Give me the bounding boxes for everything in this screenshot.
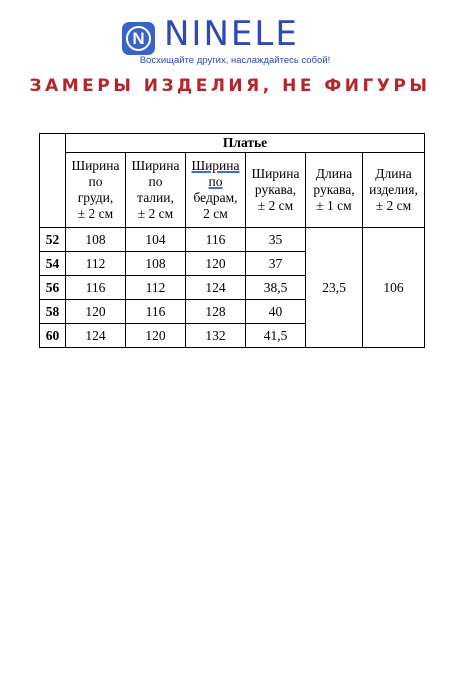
chest-cell: 124 [66, 324, 126, 348]
sleeve-width-cell: 35 [246, 228, 306, 252]
header-sleeve-width: Ширина рукава, ± 2 см [246, 153, 306, 228]
size-cell: 60 [40, 324, 66, 348]
header-waist: Ширина по талии, ± 2 см [126, 153, 186, 228]
hips-cell: 116 [186, 228, 246, 252]
brand-slogan: Восхищайте других, наслаждайтесь собой! [139, 55, 331, 66]
corner-cell [40, 134, 66, 228]
sleeve-width-cell: 38,5 [246, 276, 306, 300]
size-cell: 54 [40, 252, 66, 276]
chest-cell: 108 [66, 228, 126, 252]
brand-logo [120, 14, 350, 68]
size-cell: 58 [40, 300, 66, 324]
waist-cell: 112 [126, 276, 186, 300]
hips-cell: 124 [186, 276, 246, 300]
hips-cell: 132 [186, 324, 246, 348]
chest-cell: 120 [66, 300, 126, 324]
header-hips: Ширина по бедрам, 2 см [186, 153, 246, 228]
waist-cell: 120 [126, 324, 186, 348]
page-headline: ЗАМЕРЫ ИЗДЕЛИЯ, НЕ ФИГУРЫ [29, 76, 431, 96]
garment-length-cell: 106 [363, 228, 425, 348]
hips-cell: 128 [186, 300, 246, 324]
chest-cell: 116 [66, 276, 126, 300]
sleeve-length-cell: 23,5 [306, 228, 363, 348]
logo-n-icon [122, 22, 155, 55]
header-garment-length: Длина изделия, ± 2 см [363, 153, 425, 228]
sleeve-width-cell: 41,5 [246, 324, 306, 348]
header-chest: Ширина по груди, ± 2 см [66, 153, 126, 228]
size-table [39, 133, 425, 348]
waist-cell: 104 [126, 228, 186, 252]
sleeve-width-cell: 37 [246, 252, 306, 276]
table-title: Платье [66, 134, 425, 153]
logo-letter: N [132, 29, 145, 48]
size-cell: 52 [40, 228, 66, 252]
header-sleeve-length: Длина рукава, ± 1 см [306, 153, 363, 228]
waist-cell: 116 [126, 300, 186, 324]
hips-cell: 120 [186, 252, 246, 276]
sleeve-width-cell: 40 [246, 300, 306, 324]
table-row [40, 228, 425, 252]
waist-cell: 108 [126, 252, 186, 276]
brand-name: NINELE [164, 14, 299, 54]
size-cell: 56 [40, 276, 66, 300]
chest-cell: 112 [66, 252, 126, 276]
